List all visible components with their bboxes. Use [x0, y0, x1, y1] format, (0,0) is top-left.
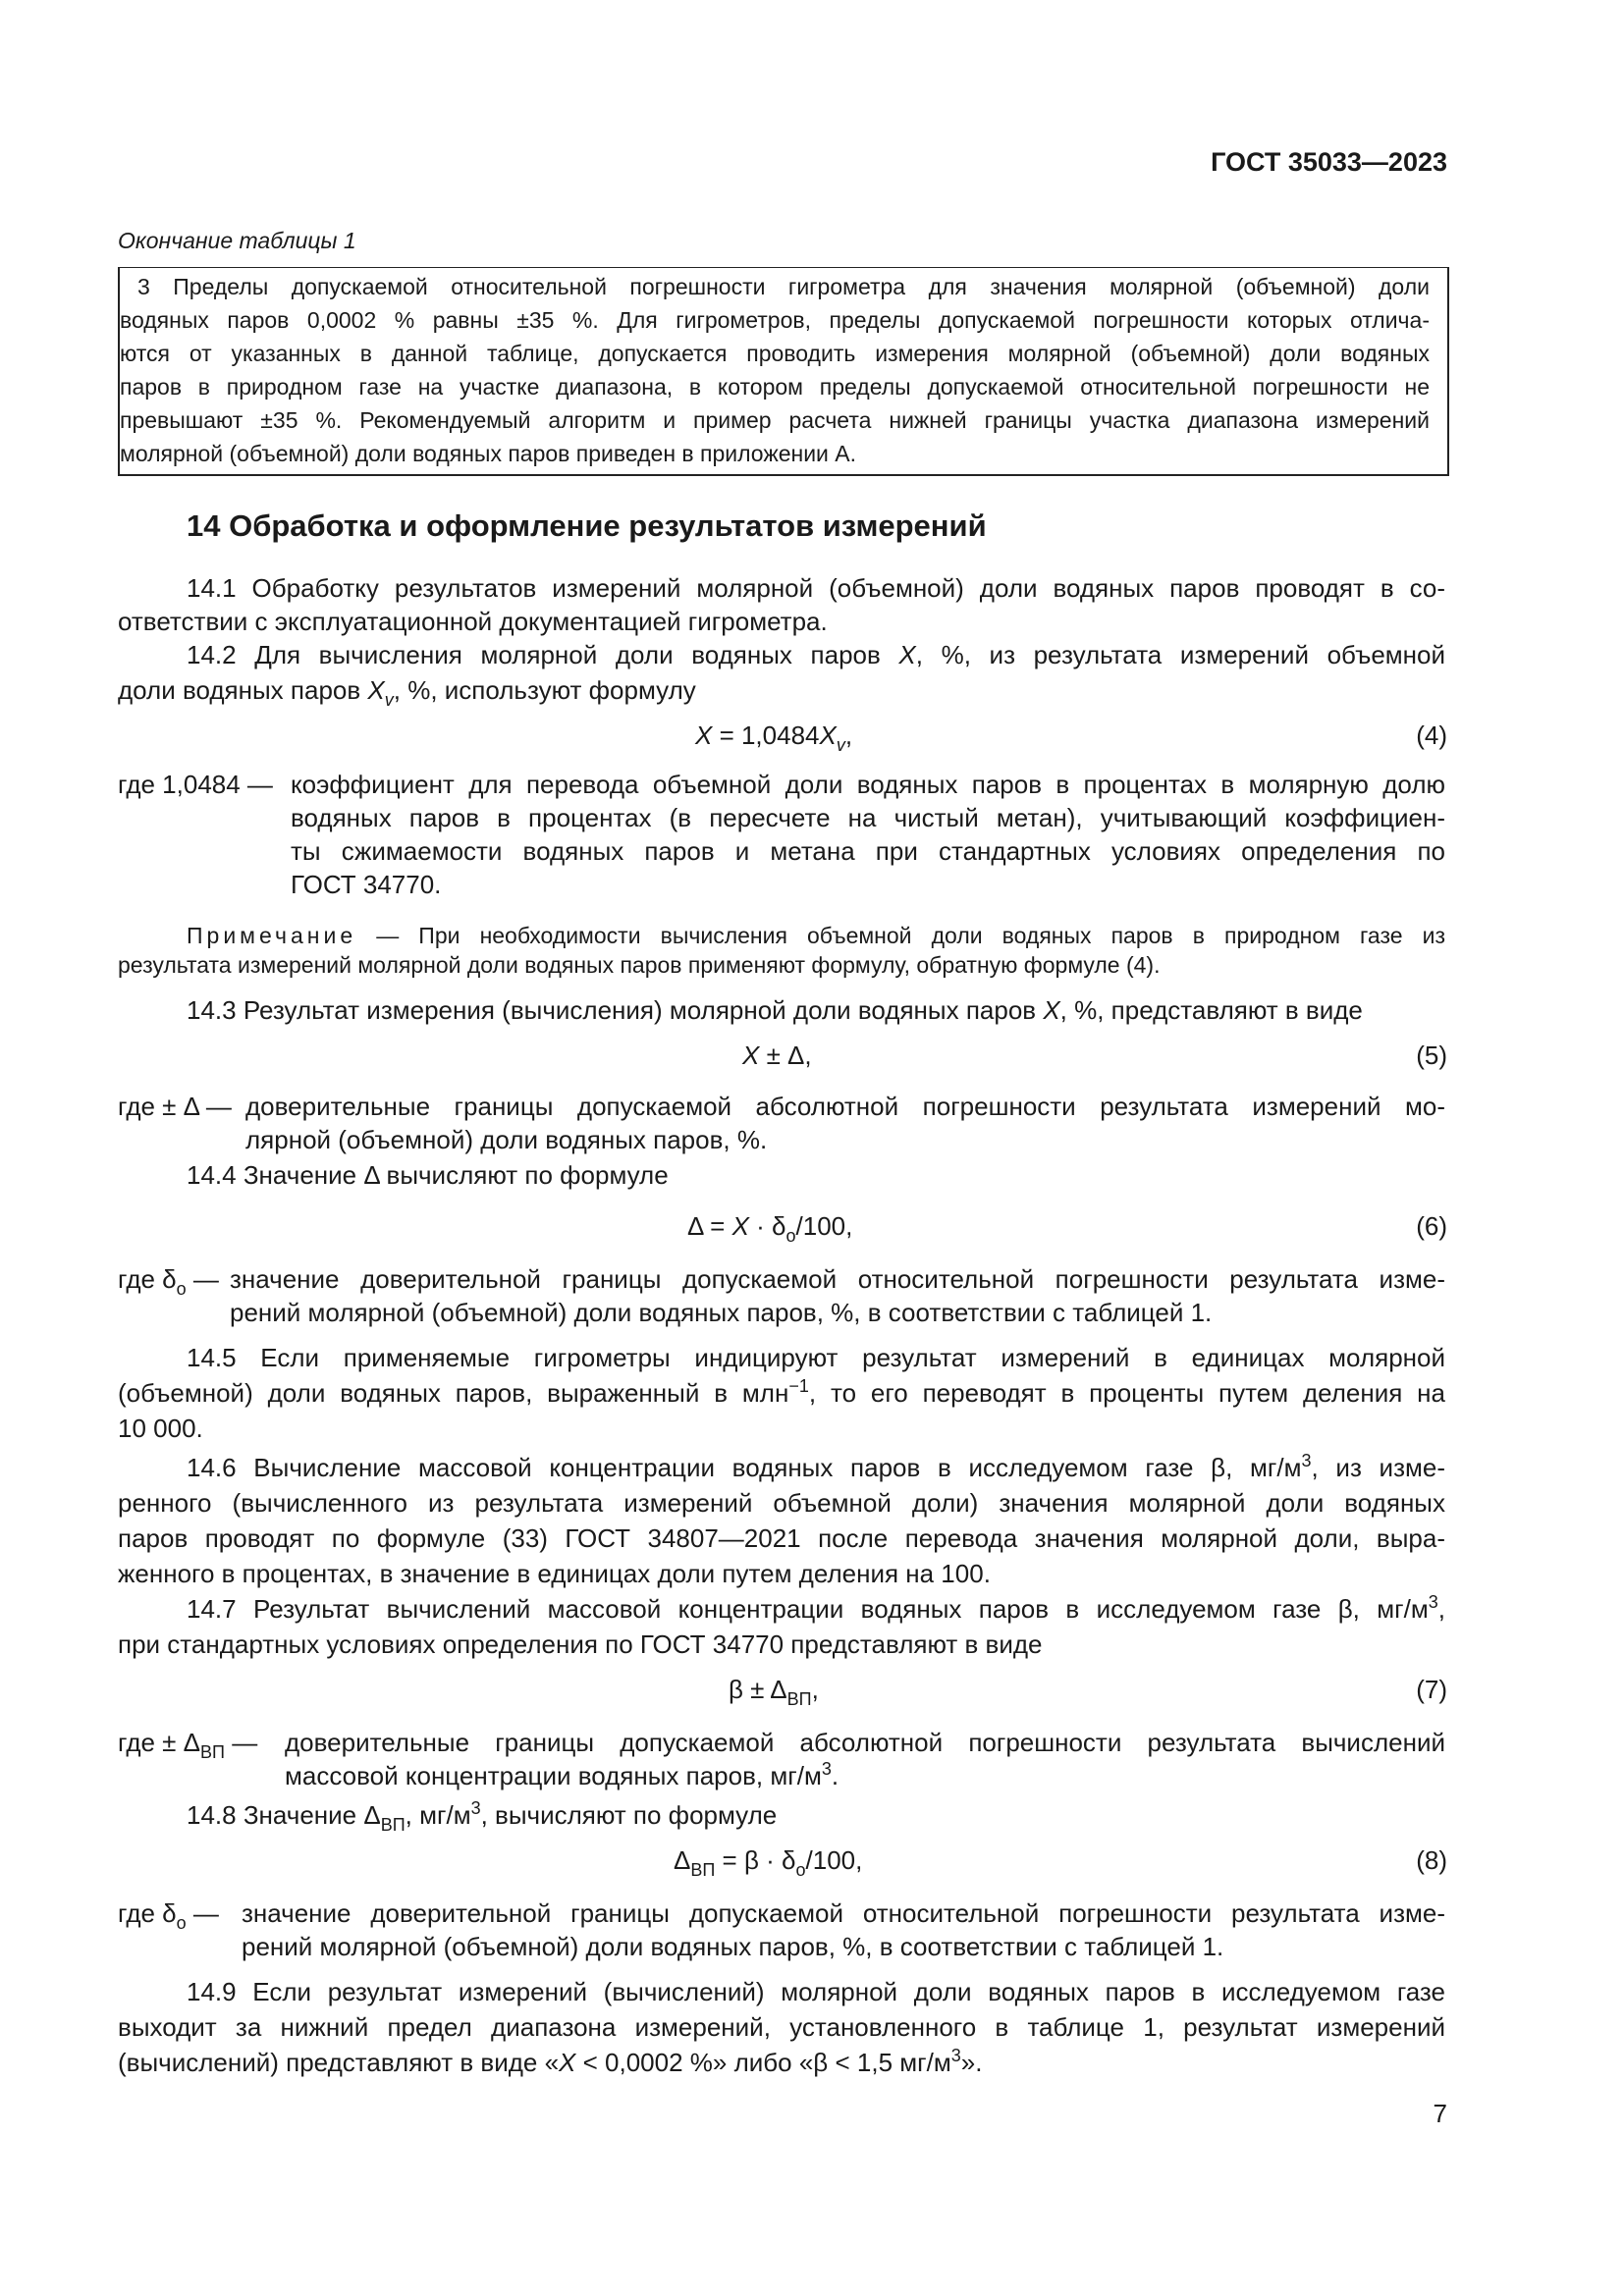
paragraph-14-5-line: (объемной) доли водяных паров, выраженный в млн$^{-1}$, то его переводят в проценты путем деления на — [118, 1376, 1446, 1408]
paragraph-14-9-line: 14.9 Если результат измерений (вычислений) молярной доли водяных паров в исследуемом газе — [187, 1977, 1445, 2006]
where-8-lead: где $\delta_o$ — — [118, 1898, 219, 1933]
formula-6-number: (6) — [1416, 1211, 1447, 1241]
formula-6: $\Delta = X \cdot \delta_o/100$, — [687, 1211, 853, 1246]
formula-4: $X = 1,0484X_v$, — [695, 721, 853, 755]
paragraph-14-4: 14.4 Значение Δ вычисляют по формуле — [187, 1160, 669, 1190]
where-5-line: лярной (объемной) доли водяных паров, %. — [245, 1125, 768, 1154]
paragraph-14-2-line: доли водяных паров $X_v$, %, используют формулу — [118, 675, 696, 710]
paragraph-14-5-line: 14.5 Если применяемые гигрометры индицируют результат измерений в единицах молярной — [187, 1343, 1445, 1372]
paragraph-14-7-line: при стандартных условиях определения по ГОСТ 34770 представляют в виде — [118, 1629, 1043, 1659]
table-note-line: 3 Пределы допускаемой относительной погрешности гигрометра для значения молярной (объемной) доли — [137, 274, 1430, 299]
note-line: Примечание — При необходимости вычисления объемной доли водяных паров в природном газе из — [187, 923, 1445, 948]
document-code: ГОСТ 35033—2023 — [1211, 147, 1447, 177]
paragraph-14-1-line: ответствии с эксплуатационной документацией гигрометра. — [118, 607, 828, 636]
where-8-line: рений молярной (объемной) доли водяных паров, %, в соответствии с таблицей 1. — [242, 1932, 1224, 1961]
table-caption: Окончание таблицы 1 — [118, 228, 356, 253]
page-number: 7 — [1433, 2099, 1447, 2128]
table-note-line: превышают ±35 %. Рекомендуемый алгоритм и пример расчета нижней границы участка диапазона измерений — [120, 407, 1430, 433]
note-label: Примечание — [187, 923, 357, 948]
where-7-line: доверительные границы допускаемой абсолютной погрешности результата вычислений — [285, 1728, 1445, 1757]
paragraph-14-6-line: ренного (вычисленного из результата измерений объемной доли) значения молярной доли водяных — [118, 1488, 1445, 1518]
paragraph-14-1-line: 14.1 Обработку результатов измерений молярной (объемной) доли водяных паров проводят в со- — [187, 573, 1445, 603]
table-note-box — [118, 267, 1449, 476]
where-6-lead: где $\delta_o$ — — [118, 1264, 219, 1299]
formula-8: $\Delta_{ВП} = \beta \cdot \delta_o/100$, — [674, 1845, 863, 1880]
formula-8-number: (8) — [1416, 1845, 1447, 1875]
formula-7-number: (7) — [1416, 1675, 1447, 1704]
where-4-line: ты сжимаемости водяных паров и метана при стандартных условиях определения по — [291, 836, 1445, 866]
paragraph-14-8: 14.8 Значение $\Delta_{ВП}$, $мг/м^3$, вычисляют по формуле — [187, 1798, 778, 1835]
where-4-lead: где 1,0484 — — [118, 770, 273, 799]
formula-5: X ± Δ, — [742, 1041, 812, 1070]
where-4-line: водяных паров в процентах (в пересчете на чистый метан), учитывающий коэффициен- — [291, 803, 1445, 832]
where-6-line: рений молярной (объемной) доли водяных паров, %, в соответствии с таблицей 1. — [230, 1298, 1213, 1327]
formula-7: $\beta \pm \Delta_{ВП}$, — [729, 1675, 819, 1709]
paragraph-14-7-line: 14.7 Результат вычислений массовой концентрации водяных паров в исследуемом газе β, $мг/м^3$, — [187, 1592, 1445, 1624]
paragraph-14-9-line: (вычислений) представляют в виде «X < 0,0002 %» либо «β < 1,5 $мг/м^3$». — [118, 2046, 983, 2077]
table-note-line: молярной (объемной) доли водяных паров приведен в приложении А. — [120, 441, 857, 466]
where-4-line: коэффициент для перевода объемной доли водяных паров в процентах в молярную долю — [291, 770, 1445, 799]
where-6-line: значение доверительной границы допускаемой относительной погрешности результата изме- — [230, 1264, 1445, 1294]
where-7-lead: где ± $\Delta_{ВП}$ — — [118, 1728, 258, 1762]
formula-4-number: (4) — [1416, 721, 1447, 750]
paragraph-14-3: 14.3 Результат измерения (вычисления) молярной доли водяных паров X, %, представляют в виде — [187, 995, 1363, 1025]
table-note-line: водяных паров 0,0002 % равны ±35 %. Для гигрометров, пределы допускаемой погрешности которых отлича- — [120, 307, 1430, 333]
note-line: результата измерений молярной доли водяных паров применяют формулу, обратную формуле (4). — [118, 952, 1161, 978]
paragraph-14-2-line: 14.2 Для вычисления молярной доли водяных паров X, %, из результата измерений объемной — [187, 640, 1445, 669]
section-title: 14 Обработка и оформление результатов измерений — [187, 508, 987, 543]
paragraph-14-5-line: 10 000. — [118, 1414, 203, 1443]
table-note-line: паров в природном газе на участке диапазона, в котором пределы допускаемой относительной погрешности не — [120, 374, 1430, 400]
where-8-line: значение доверительной границы допускаемой относительной погрешности результата изме- — [242, 1898, 1445, 1928]
paragraph-14-6-line: женного в процентах, в значение в единицах доли путем деления на 100. — [118, 1559, 991, 1588]
where-5-lead: где ± Δ — — [118, 1092, 232, 1121]
paragraph-14-6-line: паров проводят по формуле (33) ГОСТ 34807—2021 после перевода значения молярной доли, выра- — [118, 1523, 1445, 1553]
where-5-line: доверительные границы допускаемой абсолютной погрешности результата измерений мо- — [245, 1092, 1445, 1121]
paragraph-14-9-line: выходит за нижний предел диапазона измерений, установленного в таблице 1, результат измерений — [118, 2012, 1445, 2042]
paragraph-14-6-line: 14.6 Вычисление массовой концентрации водяных паров в исследуемом газе β, $мг/м^3$, из изме- — [187, 1451, 1445, 1482]
where-7-line: массовой концентрации водяных паров, $мг/м^3$. — [285, 1759, 839, 1790]
where-4-line: ГОСТ 34770. — [291, 870, 442, 899]
table-note-line: ются от указанных в данной таблице, допускается проводить измерения молярной (объемной) доли водяных — [120, 341, 1430, 366]
formula-5-number: (5) — [1416, 1041, 1447, 1070]
